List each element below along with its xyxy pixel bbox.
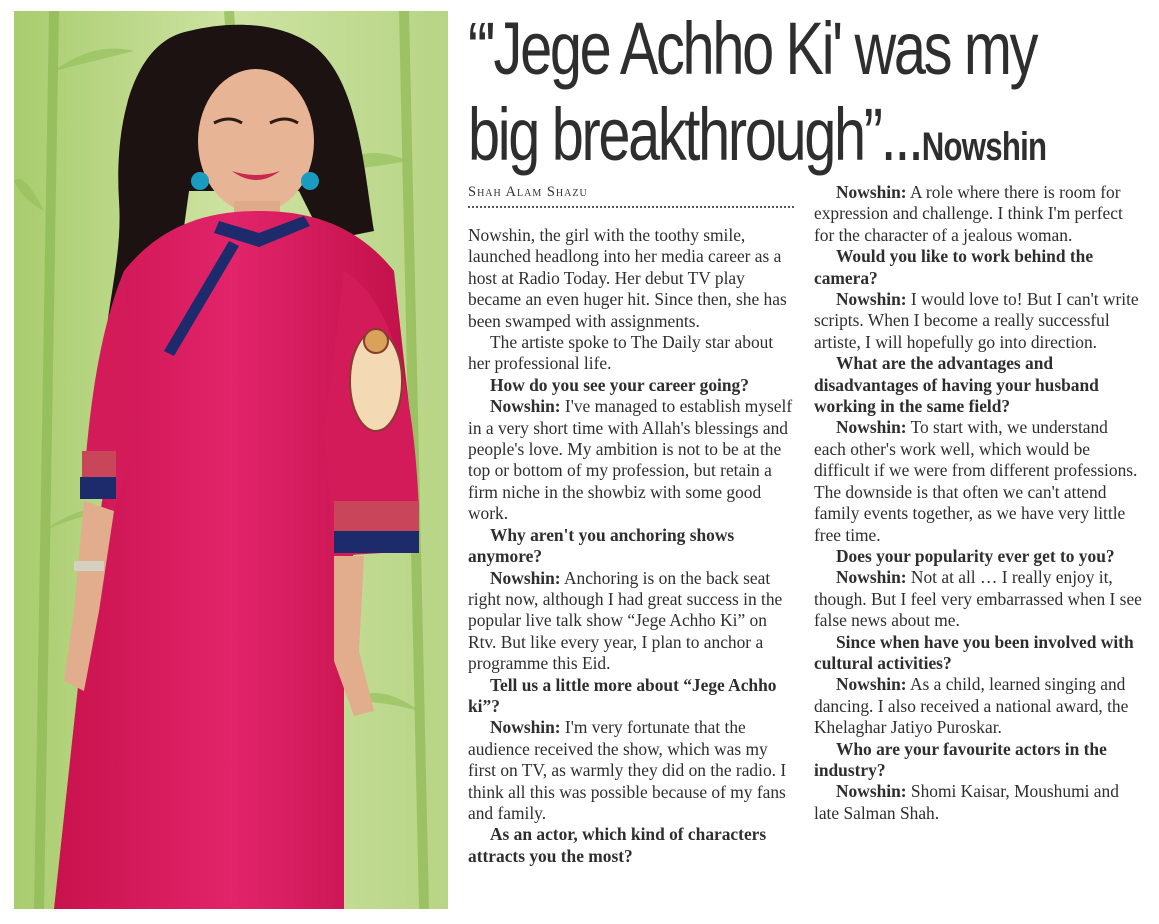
interview-question: Why aren't you anchoring shows anymore? <box>468 524 735 567</box>
intro-paragraph: The artiste spoke to The Daily star about her professional life. <box>468 332 774 374</box>
interview-answer <box>814 417 1144 545</box>
interview-question: Would you like to work behind the camera? <box>814 246 1094 288</box>
interview-question: Does your popularity ever get to you? <box>836 545 1115 566</box>
answer-text: Shomi Kaisar, Moushumi and late Salman Shah. <box>814 781 1119 823</box>
answer-text: I'm very fortunate that the audience received the show, which was my first on TV, as warmly they did on the radio. I think all this was possible because of my fans and family. <box>468 717 787 823</box>
interview-answer <box>814 182 1144 246</box>
interview-answer <box>814 567 1144 631</box>
answer-text: I would love to! But I can't write scripts. When I become a really successful artiste, I will hopefully go into direction. <box>814 289 1139 352</box>
speaker-label: Nowshin: <box>490 567 561 588</box>
answer-text: Not at all … I really enjoy it, though. But I feel very embarrassed when I see false news about me. <box>814 567 1142 631</box>
interview-question: Tell us a little more about “Jege Achho ki”? <box>468 674 777 716</box>
interview-question: How do you see your career going? <box>490 374 749 395</box>
speaker-label: Nowshin: <box>836 417 907 438</box>
speaker-label: Nowshin: <box>836 567 907 588</box>
interview-question: As an actor, which kind of characters attracts you the most? <box>468 824 767 866</box>
interview-question: Since when have you been involved with cultural activities? <box>814 631 1134 673</box>
speaker-label: Nowshin: <box>836 182 907 202</box>
headline-line-2 <box>468 92 1047 190</box>
portrait-photo <box>14 11 448 909</box>
answer-text: Anchoring is on the back seat right now, although I had great success in the popular live talk show “Jege Achho Ki” on Rtv. But like every year, I plan to anchor a programme this Eid. <box>468 567 783 674</box>
interview-answer <box>814 289 1144 353</box>
headline-quote-end: big breakthrough”... <box>468 93 922 176</box>
headline-line-1: “'Jege Achho Ki' was my <box>468 7 1037 90</box>
byline-divider <box>468 206 794 208</box>
headline-name: Nowshin <box>921 125 1047 169</box>
answer-text: To start with, we understand each other's work well, which would be difficult if we were from different professions. The downside is that often we can't attend family events together, as we have very little free time. <box>814 417 1138 545</box>
portrait-illustration <box>14 11 448 909</box>
answer-text: A role where there is room for expression and challenge. I think I'm perfect for the character of a jealous woman. <box>814 182 1123 245</box>
speaker-label: Nowshin: <box>836 674 907 695</box>
speaker-label: Nowshin: <box>490 396 561 417</box>
interview-answer <box>814 674 1144 738</box>
interview-question: What are the advantages and disadvantages of having your husband working in the same field? <box>814 353 1099 417</box>
interview-answer <box>468 568 796 675</box>
article-column-1 <box>468 225 796 867</box>
speaker-label: Nowshin: <box>490 717 561 738</box>
interview-answer <box>814 781 1144 824</box>
headline <box>468 6 1148 190</box>
answer-text: As a child, learned singing and dancing. I also received a national award, the Khelaghar Jatiyo Puroskar. <box>814 674 1129 738</box>
interview-question: Who are your favourite actors in the industry? <box>814 738 1107 780</box>
speaker-label: Nowshin: <box>836 781 907 802</box>
interview-answer <box>468 717 796 824</box>
byline: Shah Alam Shazu <box>468 184 588 200</box>
intro-paragraph: Nowshin, the girl with the toothy smile, launched headlong into her media career as a host at Radio Today. Her debut TV play became an even huger hit. Since then, she has been swamped with assignments. <box>468 225 787 331</box>
interview-answer <box>468 396 796 524</box>
answer-text: I've managed to establish myself in a very short time with Allah's blessings and people's love. My ambition is not to be at the top or bottom of my profession, but retain a firm niche in the showbiz with some good work. <box>468 396 793 524</box>
speaker-label: Nowshin: <box>836 289 907 310</box>
article-column-2 <box>814 182 1144 824</box>
